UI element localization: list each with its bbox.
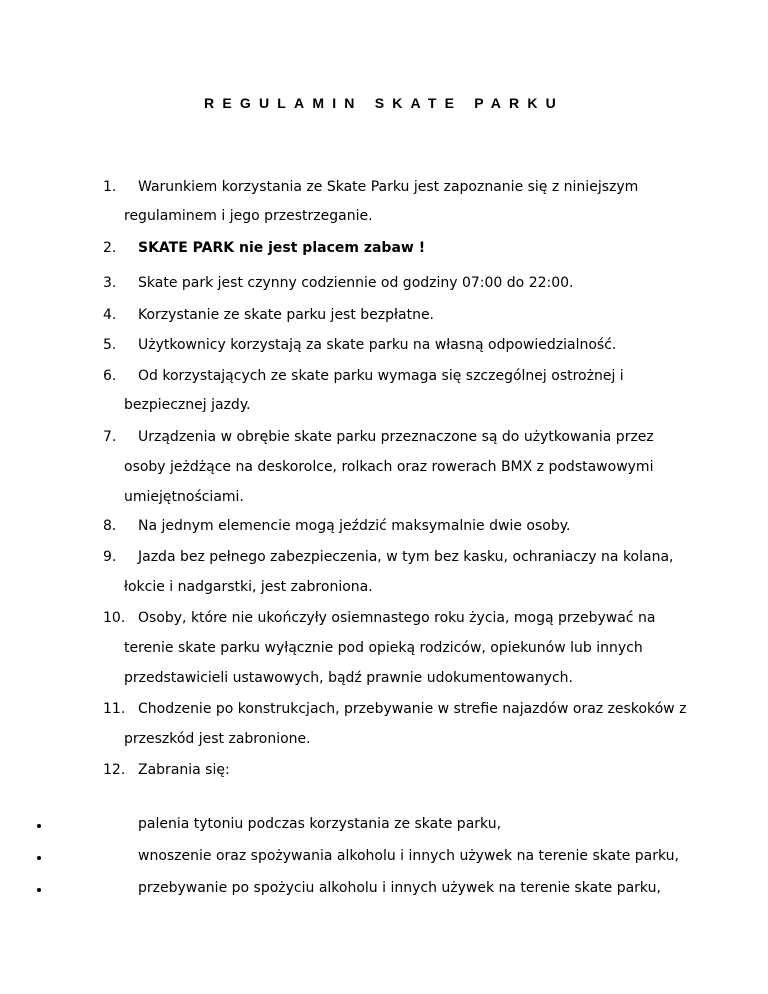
bullet-item-1: palenia tytoniu podczas korzystania ze skate parku,	[138, 816, 502, 832]
item-8-line-1: Na jednym elemencie mogą jeździć maksymalnie dwie osoby.	[138, 518, 571, 534]
item-1-line-2: regulaminem i jego przestrzeganie.	[124, 208, 373, 224]
item-5-line-1: Użytkownicy korzystają za skate parku na własną odpowiedzialność.	[138, 337, 617, 353]
bullet-dot-1	[37, 824, 41, 828]
page-title: REGULAMIN SKATE PARKU	[204, 95, 564, 111]
item-1-line-1: Warunkiem korzystania ze Skate Parku jest zapoznanie się z niniejszym	[138, 179, 639, 195]
item-7-line-3: umiejętnościami.	[124, 489, 244, 505]
bullet-item-3: przebywanie po spożyciu alkoholu i innych używek na terenie skate parku,	[138, 880, 661, 896]
item-11-line-2: przeszkód jest zabronione.	[124, 731, 311, 747]
item-number-8: 8.	[103, 518, 117, 534]
item-number-5: 5.	[103, 337, 117, 353]
item-number-3: 3.	[103, 275, 117, 291]
item-number-4: 4.	[103, 307, 117, 323]
item-number-7: 7.	[103, 429, 117, 445]
item-6-line-1: Od korzystających ze skate parku wymaga się szczególnej ostrożnej i	[138, 368, 624, 384]
item-3-line-1: Skate park jest czynny codziennie od godziny 07:00 do 22:00.	[138, 275, 574, 291]
item-7-line-1: Urządzenia w obrębie skate parku przeznaczone są do użytkowania przez	[138, 429, 654, 445]
item-2-line-1: SKATE PARK nie jest placem zabaw !	[138, 240, 426, 256]
item-number-9: 9.	[103, 549, 117, 565]
item-12-line-1: Zabrania się:	[138, 762, 230, 778]
bullet-dot-2	[37, 856, 41, 860]
item-10-line-2: terenie skate parku wyłącznie pod opieką rodziców, opiekunów lub innych	[124, 640, 643, 656]
item-7-line-2: osoby jeżdżące na deskorolce, rolkach oraz rowerach BMX z podstawowymi	[124, 459, 654, 475]
item-number-12: 12.	[103, 762, 126, 778]
item-number-11: 11.	[103, 701, 126, 717]
item-number-6: 6.	[103, 368, 117, 384]
item-9-line-2: łokcie i nadgarstki, jest zabroniona.	[124, 579, 373, 595]
item-9-line-1: Jazda bez pełnego zabezpieczenia, w tym bez kasku, ochraniaczy na kolana,	[138, 549, 674, 565]
item-number-2: 2.	[103, 240, 117, 256]
bullet-item-2: wnoszenie oraz spożywania alkoholu i innych używek na terenie skate parku,	[138, 848, 679, 864]
item-number-10: 10.	[103, 610, 126, 626]
item-number-1: 1.	[103, 179, 117, 195]
item-10-line-1: Osoby, które nie ukończyły osiemnastego roku życia, mogą przebywać na	[138, 610, 656, 626]
item-6-line-2: bezpiecznej jazdy.	[124, 397, 251, 413]
item-11-line-1: Chodzenie po konstrukcjach, przebywanie w strefie najazdów oraz zeskoków z	[138, 701, 687, 717]
item-4-line-1: Korzystanie ze skate parku jest bezpłatne.	[138, 307, 435, 323]
bullet-dot-3	[37, 888, 41, 892]
item-10-line-3: przedstawicieli ustawowych, bądź prawnie udokumentowanych.	[124, 670, 573, 686]
